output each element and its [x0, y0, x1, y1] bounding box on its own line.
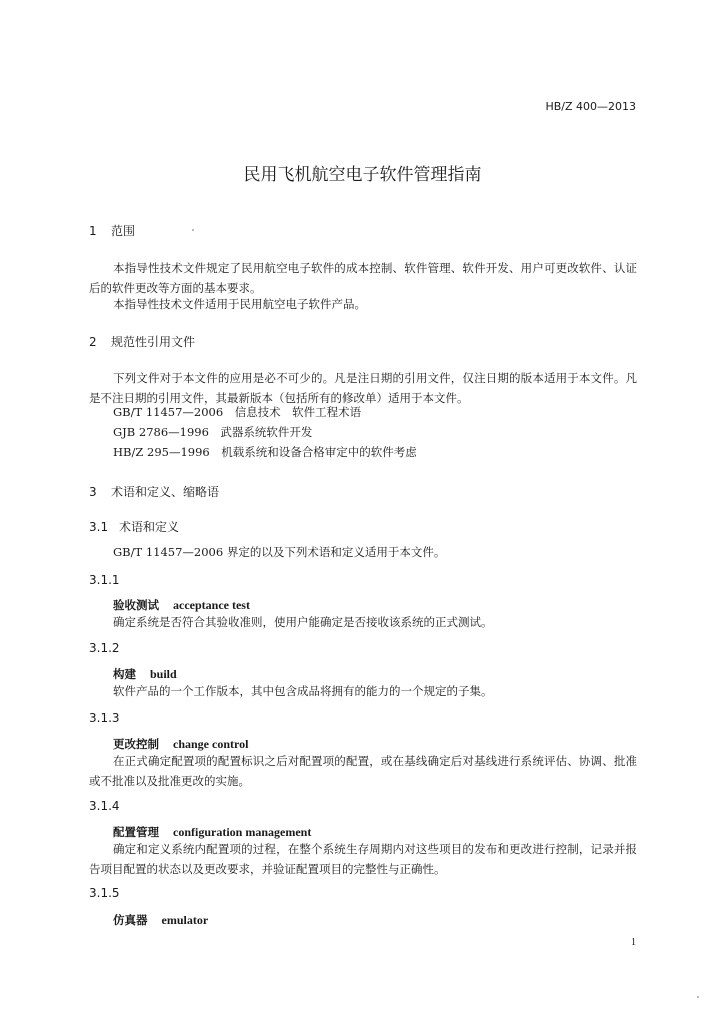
- term-definition: 软件产品的一个工作版本，其中包含成品将拥有的能力的一个规定的子集。: [113, 684, 493, 698]
- term-zh: 仿真器: [113, 913, 148, 927]
- term-entry: [113, 912, 208, 928]
- document-number: HB/Z 400—2013: [545, 100, 636, 113]
- section-1-paragraph-1: 本指导性技术文件规定了民用航空电子软件的成本控制、软件管理、软件开发、用户可更改软件、认证后的软件更改等方面的基本要求。: [89, 261, 637, 295]
- term-zh: 构建: [113, 667, 136, 681]
- section-3-heading: [89, 483, 219, 500]
- subsection-intro: GB/T 11457—2006 界定的以及下列术语和定义适用于本文件。: [113, 545, 446, 559]
- section-number: 3: [89, 485, 97, 499]
- reference-item: GB/T 11457—2006 信息技术 软件工程术语: [113, 405, 362, 419]
- term-en: change control: [173, 737, 249, 751]
- scan-speck: [697, 996, 699, 998]
- section-title: 术语和定义、缩略语: [111, 485, 220, 499]
- section-2-paragraph-1: 下列文件对于本文件的应用是必不可少的。凡是注日期的引用文件，仅注日期的版本适用于本文件。凡是不注日期的引用文件，其最新版本（包括所有的修改单）适用于本文件。: [89, 371, 637, 405]
- reference-item: HB/Z 295—1996 机载系统和设备合格审定中的软件考虑: [113, 445, 417, 459]
- section-1-heading: [89, 222, 135, 239]
- term-en: emulator: [161, 913, 209, 927]
- term-number: 3.1.1: [89, 573, 120, 587]
- term-number: 3.1.5: [89, 886, 120, 900]
- term-zh: 验收测试: [113, 598, 159, 612]
- term-entry: [113, 666, 177, 682]
- section-1-paragraph-2: 本指导性技术文件适用于民用航空电子软件产品。: [113, 297, 366, 311]
- term-zh: 更改控制: [113, 737, 159, 751]
- scan-speck: [192, 229, 194, 231]
- term-definition: 在正式确定配置项的配置标识之后对配置项的配置，或在基线确定后对基线进行系统评估、协调、批准或不批准以及批准更改的实施。: [89, 754, 637, 788]
- subsection-title: 术语和定义: [119, 520, 180, 534]
- term-en: acceptance test: [173, 598, 250, 612]
- term-number: 3.1.2: [89, 641, 120, 655]
- section-title: 范围: [111, 224, 136, 238]
- term-number: 3.1.4: [89, 799, 120, 813]
- term-definition: 确定系统是否符合其验收准则，使用户能确定是否接收该系统的正式测试。: [113, 615, 493, 629]
- section-title: 规范性引用文件: [111, 335, 196, 349]
- term-entry: [113, 824, 311, 840]
- term-en: build: [150, 667, 177, 681]
- term-en: configuration management: [173, 825, 312, 839]
- term-number: 3.1.3: [89, 711, 120, 725]
- term-definition: 确定和定义系统内配置项的过程，在整个系统生存周期内对这些项目的发布和更改进行控制，记录并报告项目配置的状态以及更改要求，并验证配置项目的完整性与正确性。: [89, 842, 637, 876]
- section-number: 1: [89, 224, 97, 238]
- term-entry: [113, 736, 248, 752]
- reference-item: GJB 2786—1996 武器系统软件开发: [113, 425, 313, 439]
- section-number: 2: [89, 335, 97, 349]
- term-zh: 配置管理: [113, 825, 159, 839]
- page-number: 1: [631, 937, 636, 948]
- subsection-3-1-heading: [89, 518, 179, 535]
- document-title: 民用飞机航空电子软件管理指南: [243, 165, 482, 185]
- subsection-number: 3.1: [89, 520, 109, 534]
- section-2-heading: [89, 333, 195, 350]
- term-entry: [113, 597, 250, 613]
